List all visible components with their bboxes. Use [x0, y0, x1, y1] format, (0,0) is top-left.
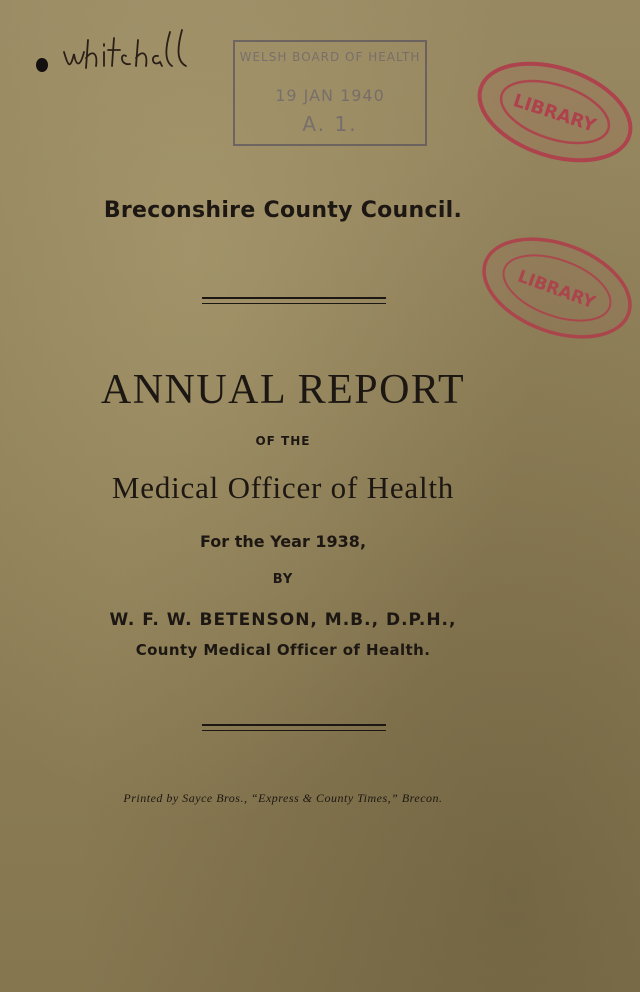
handwritten-signature [60, 22, 225, 82]
library-stamp-mid-text: LIBRARY [514, 266, 598, 314]
printer-credit: Printed by Sayce Bros., “Express & County Times,” Brecon. [123, 791, 443, 805]
stamp-date: 19 JAN 1940 [275, 86, 385, 105]
library-stamp-top [470, 50, 640, 174]
library-stamp-mid [474, 226, 640, 350]
double-rule-bottom [202, 724, 386, 731]
library-stamp-top-text: LIBRARY [510, 90, 599, 137]
report-title: ANNUAL REPORT [100, 367, 466, 413]
author-title: County Medical Officer of Health. [135, 641, 431, 659]
report-year: For the Year 1938, [199, 532, 367, 551]
stamp-ref: A. 1. [302, 112, 358, 136]
officer-heading: Medical Officer of Health [111, 470, 455, 505]
council-name: Breconshire County Council. [103, 198, 463, 223]
stamp-org: WELSH BOARD OF HEALTH [239, 50, 421, 64]
double-rule-top [202, 297, 386, 304]
received-date-stamp [233, 40, 427, 146]
by-label: BY [272, 572, 294, 587]
of-the-label: OF THE [255, 434, 311, 448]
ink-dot [36, 58, 48, 72]
author-name: W. F. W. BETENSON, M.B., D.P.H., [109, 610, 457, 630]
